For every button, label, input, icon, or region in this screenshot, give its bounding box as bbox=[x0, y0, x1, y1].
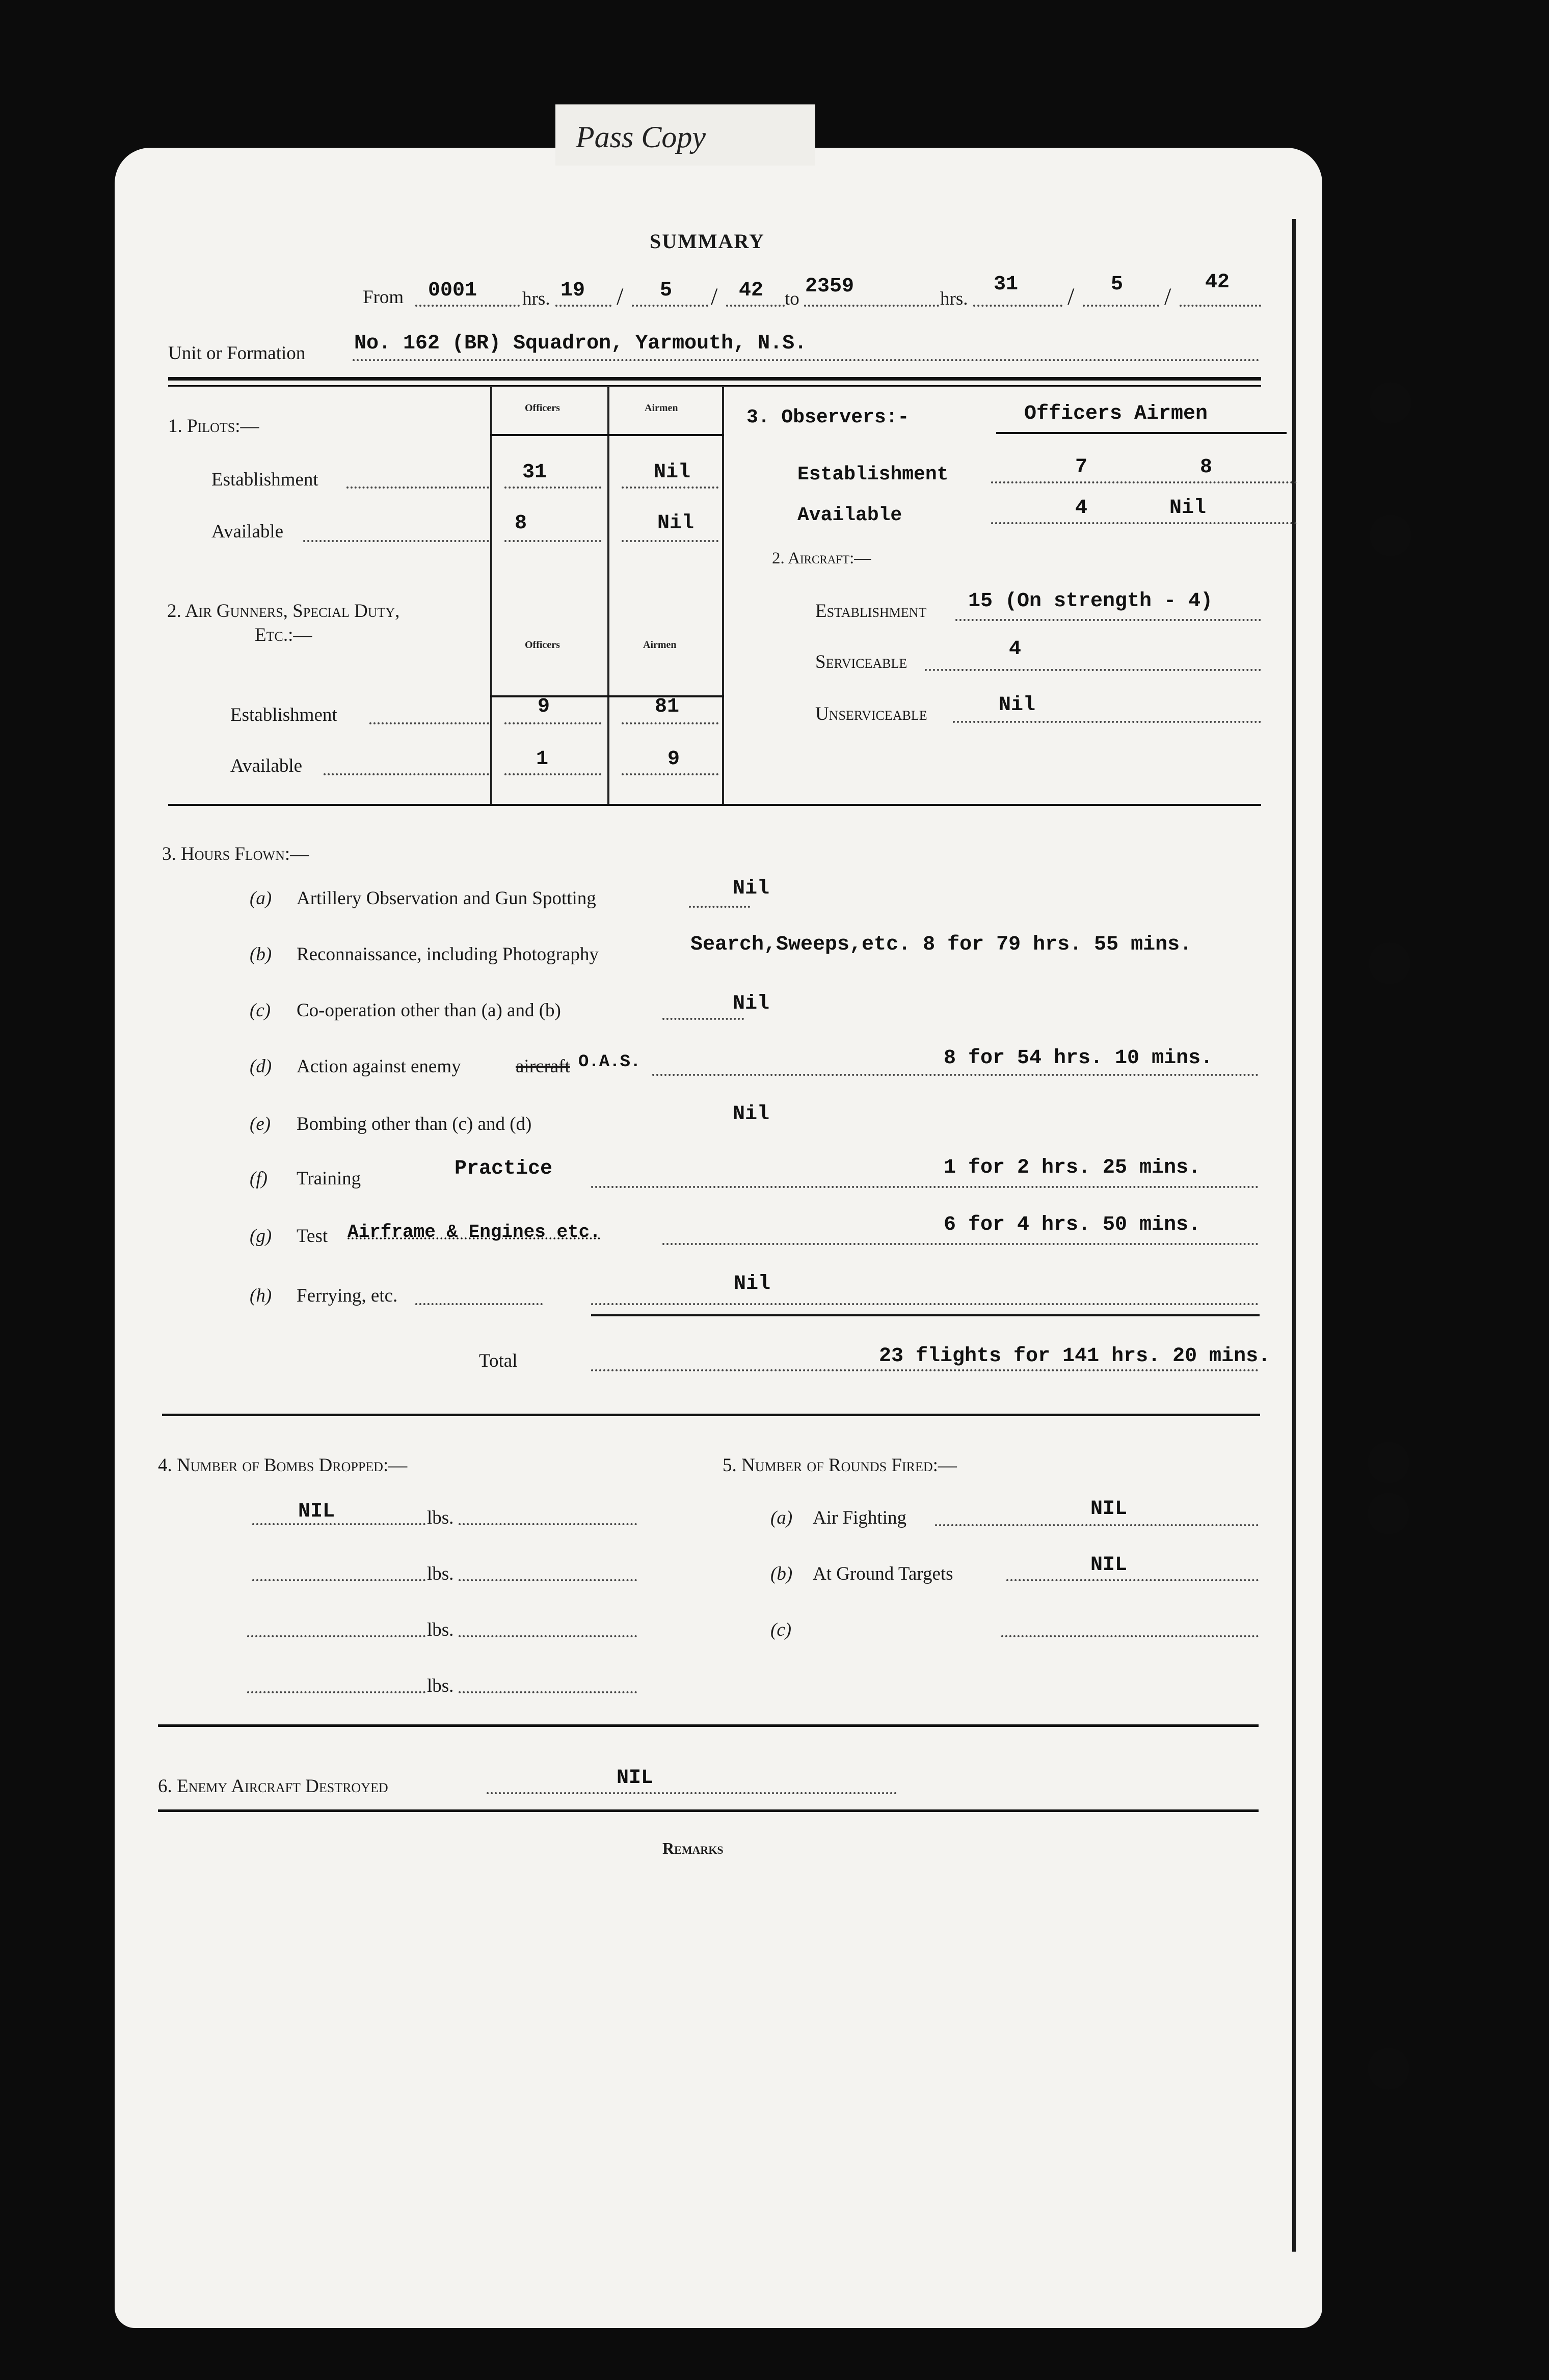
hours-e-label: Bombing other than (c) and (d) bbox=[297, 1114, 532, 1134]
bombs-field bbox=[459, 1691, 637, 1693]
col-rule bbox=[490, 387, 492, 806]
hours-g-label: Test bbox=[297, 1226, 328, 1247]
air-gunners-col-officers: Officers bbox=[525, 639, 560, 651]
air-gunners-available-officers: 1 bbox=[536, 748, 549, 771]
from-day-field bbox=[555, 305, 611, 307]
hours-b-letter: (b) bbox=[250, 944, 272, 965]
rounds-ground-value: NIL bbox=[1090, 1554, 1128, 1577]
cell-dots bbox=[622, 722, 718, 724]
date-separator: / bbox=[711, 283, 718, 310]
hours-c-value: Nil bbox=[733, 992, 770, 1015]
air-gunners-establishment-officers: 9 bbox=[538, 695, 550, 718]
rule bbox=[158, 1724, 1259, 1727]
observers-label: 3. Observers:- bbox=[746, 407, 910, 428]
hours-f-label: Training bbox=[297, 1168, 361, 1189]
hours-h-letter: (h) bbox=[250, 1285, 272, 1306]
hours-f-extra: Practice bbox=[455, 1157, 553, 1180]
bombs-value: NIL bbox=[298, 1500, 335, 1523]
to-year-field bbox=[1180, 305, 1261, 307]
leader-dots bbox=[925, 669, 1261, 671]
hrs-label: hrs. bbox=[940, 288, 968, 309]
leader-dots bbox=[591, 1186, 1259, 1188]
remarks-label: Remarks bbox=[662, 1839, 724, 1857]
col-rule bbox=[607, 387, 609, 806]
to-day-value: 31 bbox=[994, 273, 1019, 296]
hours-a-label: Artillery Observation and Gun Spotting bbox=[297, 888, 596, 909]
rounds-ground-label: At Ground Targets bbox=[813, 1563, 953, 1584]
hours-d-letter: (d) bbox=[250, 1056, 272, 1077]
to-time-value: 2359 bbox=[805, 275, 854, 298]
from-year-field bbox=[726, 305, 785, 307]
bombs-unit: lbs. bbox=[427, 1675, 454, 1696]
cell-dots bbox=[504, 540, 601, 542]
hours-g-letter: (g) bbox=[250, 1226, 272, 1247]
date-separator: / bbox=[617, 283, 624, 310]
rounds-air-letter: (a) bbox=[770, 1507, 793, 1528]
tab-handwriting: Pass Copy bbox=[576, 120, 706, 154]
rule bbox=[168, 385, 1261, 387]
rule bbox=[162, 1414, 1260, 1416]
bombs-unit: lbs. bbox=[427, 1563, 454, 1584]
leader-dots bbox=[953, 721, 1261, 723]
hours-f-letter: (f) bbox=[250, 1168, 268, 1189]
hrs-label: hrs. bbox=[522, 288, 550, 309]
hours-g-extra: Airframe & Engines etc. bbox=[348, 1222, 601, 1242]
air-gunners-establishment-label: Establishment bbox=[230, 705, 337, 725]
hours-d-label: Action against enemy bbox=[297, 1056, 461, 1077]
hours-e-letter: (e) bbox=[250, 1114, 271, 1134]
bombs-field bbox=[459, 1635, 637, 1637]
unit-label: Unit or Formation bbox=[168, 343, 306, 364]
binder-hole bbox=[1368, 1493, 1409, 1534]
cell-dots bbox=[622, 540, 718, 542]
hours-c-letter: (c) bbox=[250, 1000, 271, 1021]
observers-available-officers: 4 bbox=[1075, 497, 1088, 520]
bombs-field bbox=[252, 1523, 425, 1525]
rule bbox=[168, 804, 1261, 806]
leader-dots bbox=[689, 906, 750, 908]
rule bbox=[158, 1809, 1259, 1812]
rule bbox=[168, 377, 1261, 381]
date-separator: / bbox=[1067, 283, 1075, 310]
rounds-c-letter: (c) bbox=[770, 1619, 792, 1640]
leader-dots bbox=[991, 522, 1297, 524]
to-time-field bbox=[804, 305, 939, 307]
pilots-label: 1. Pilots:— bbox=[168, 416, 259, 437]
binder-hole bbox=[1368, 1442, 1409, 1483]
hours-label: 3. Hours Flown:— bbox=[162, 844, 309, 864]
pilots-available-airmen: Nil bbox=[657, 512, 695, 535]
air-gunners-label: 2. Air Gunners, Special Duty, bbox=[167, 601, 400, 621]
leader-dots bbox=[652, 1074, 1259, 1076]
bombs-field bbox=[252, 1579, 425, 1581]
observers-available-airmen: Nil bbox=[1169, 497, 1207, 520]
unit-value: No. 162 (BR) Squadron, Yarmouth, N.S. bbox=[354, 332, 807, 355]
pilots-establishment-airmen: Nil bbox=[654, 461, 691, 484]
from-month-value: 5 bbox=[660, 279, 673, 302]
pilots-establishment-officers: 31 bbox=[522, 461, 547, 484]
air-gunners-col-airmen: Airmen bbox=[643, 639, 677, 651]
bombs-label: 4. Number of Bombs Dropped:— bbox=[158, 1455, 408, 1476]
bombs-field bbox=[247, 1635, 425, 1637]
total-label: Total bbox=[479, 1350, 518, 1371]
cell-dots bbox=[504, 486, 601, 489]
hours-d-value: 8 for 54 hrs. 10 mins. bbox=[944, 1047, 1213, 1070]
bombs-unit: lbs. bbox=[427, 1507, 454, 1528]
cell-dots bbox=[504, 722, 601, 724]
air-gunners-available-label: Available bbox=[230, 755, 303, 776]
bombs-field bbox=[459, 1523, 637, 1525]
bombs-unit: lbs. bbox=[427, 1619, 454, 1640]
hours-h-value: Nil bbox=[734, 1273, 771, 1295]
to-year-value: 42 bbox=[1205, 271, 1230, 294]
observers-header: Officers Airmen bbox=[1024, 402, 1208, 425]
leader-dots bbox=[324, 773, 489, 775]
rounds-air-value: NIL bbox=[1090, 1498, 1128, 1521]
binder-hole bbox=[1368, 2048, 1409, 2090]
aircraft-serviceable-value: 4 bbox=[1009, 638, 1022, 661]
leader-dots bbox=[955, 619, 1261, 621]
rounds-ground-field bbox=[1006, 1579, 1259, 1581]
rounds-air-label: Air Fighting bbox=[813, 1507, 906, 1528]
hours-g-value: 6 for 4 hrs. 50 mins. bbox=[944, 1213, 1201, 1236]
from-day-value: 19 bbox=[560, 279, 585, 302]
col-rule bbox=[722, 387, 724, 806]
hours-h-label: Ferrying, etc. bbox=[297, 1285, 398, 1306]
leader-dots bbox=[369, 722, 489, 724]
from-time-field bbox=[415, 305, 520, 307]
aircraft-unserviceable-value: Nil bbox=[999, 694, 1036, 717]
aircraft-serviceable-label: Serviceable bbox=[815, 652, 907, 672]
observers-establishment-airmen: 8 bbox=[1200, 456, 1213, 479]
to-month-field bbox=[1083, 305, 1159, 307]
from-year-value: 42 bbox=[739, 279, 764, 302]
air-gunners-label-line2: Etc.:— bbox=[255, 625, 312, 645]
air-gunners-available-airmen: 9 bbox=[667, 748, 680, 771]
bombs-field bbox=[247, 1691, 425, 1693]
aircraft-label: 2. Aircraft:— bbox=[772, 549, 871, 567]
binder-hole bbox=[1370, 515, 1411, 556]
enemy-value: NIL bbox=[617, 1767, 654, 1790]
rounds-air-field bbox=[935, 1524, 1259, 1526]
rounds-c-field bbox=[1001, 1635, 1259, 1637]
binder-hole bbox=[1369, 942, 1410, 984]
aircraft-establishment-label: Establishment bbox=[815, 601, 927, 621]
pilots-col-officers: Officers bbox=[525, 402, 560, 414]
binder-hole bbox=[1370, 382, 1411, 424]
enemy-field bbox=[487, 1792, 897, 1794]
paper-tab bbox=[555, 104, 815, 166]
hours-d-struck: aircraft bbox=[516, 1056, 570, 1077]
hours-b-label: Reconnaissance, including Photography bbox=[297, 944, 599, 965]
observers-available-label: Available bbox=[797, 504, 902, 526]
leader-dots bbox=[415, 1303, 543, 1305]
from-label: From bbox=[363, 287, 404, 308]
hours-c-label: Co-operation other than (a) and (b) bbox=[297, 1000, 561, 1021]
unit-field bbox=[353, 359, 1260, 361]
observers-establishment-label: Establishment bbox=[797, 464, 949, 485]
leader-dots bbox=[303, 540, 489, 542]
hours-f-value: 1 for 2 hrs. 25 mins. bbox=[944, 1156, 1201, 1179]
rounds-label: 5. Number of Rounds Fired:— bbox=[723, 1455, 957, 1476]
bombs-field bbox=[459, 1579, 637, 1581]
air-gunners-establishment-airmen: 81 bbox=[655, 695, 680, 718]
pilots-available-officers: 8 bbox=[515, 512, 527, 535]
enemy-label: 6. Enemy Aircraft Destroyed bbox=[158, 1776, 388, 1797]
hours-e-value: Nil bbox=[733, 1103, 770, 1126]
pilots-col-airmen: Airmen bbox=[645, 402, 678, 414]
to-day-field bbox=[973, 305, 1062, 307]
leader-dots bbox=[662, 1018, 744, 1020]
leader-dots bbox=[662, 1243, 1259, 1245]
from-time-value: 0001 bbox=[428, 279, 477, 302]
hours-a-value: Nil bbox=[733, 877, 770, 900]
aircraft-unserviceable-label: Unserviceable bbox=[815, 704, 927, 724]
hours-b-value: Search,Sweeps,etc. 8 for 79 hrs. 55 mins. bbox=[690, 933, 1192, 956]
pilots-available-label: Available bbox=[211, 521, 284, 542]
aircraft-establishment-value: 15 (On strength - 4) bbox=[968, 590, 1213, 613]
leader-dots bbox=[591, 1303, 1259, 1305]
cell-dots bbox=[622, 773, 718, 775]
hours-a-letter: (a) bbox=[250, 888, 272, 909]
leader-dots bbox=[346, 486, 489, 489]
to-label: to bbox=[785, 288, 799, 309]
pilots-establishment-label: Establishment bbox=[211, 469, 318, 490]
leader-dots bbox=[591, 1369, 1259, 1371]
sum-rule bbox=[591, 1314, 1260, 1316]
rounds-ground-letter: (b) bbox=[770, 1563, 793, 1584]
total-value: 23 flights for 141 hrs. 20 mins. bbox=[879, 1345, 1271, 1368]
form-title: SUMMARY bbox=[650, 230, 765, 253]
from-month-field bbox=[632, 305, 708, 307]
cell-dots bbox=[622, 486, 718, 489]
hours-d-extra: O.A.S. bbox=[578, 1052, 641, 1072]
leader-dots bbox=[991, 481, 1297, 483]
header-rule bbox=[490, 695, 724, 697]
observers-header-rule bbox=[996, 432, 1287, 434]
to-month-value: 5 bbox=[1111, 273, 1124, 296]
observers-establishment-officers: 7 bbox=[1075, 456, 1088, 479]
header-rule bbox=[490, 434, 724, 436]
cell-dots bbox=[504, 773, 601, 775]
date-separator: / bbox=[1164, 283, 1171, 310]
